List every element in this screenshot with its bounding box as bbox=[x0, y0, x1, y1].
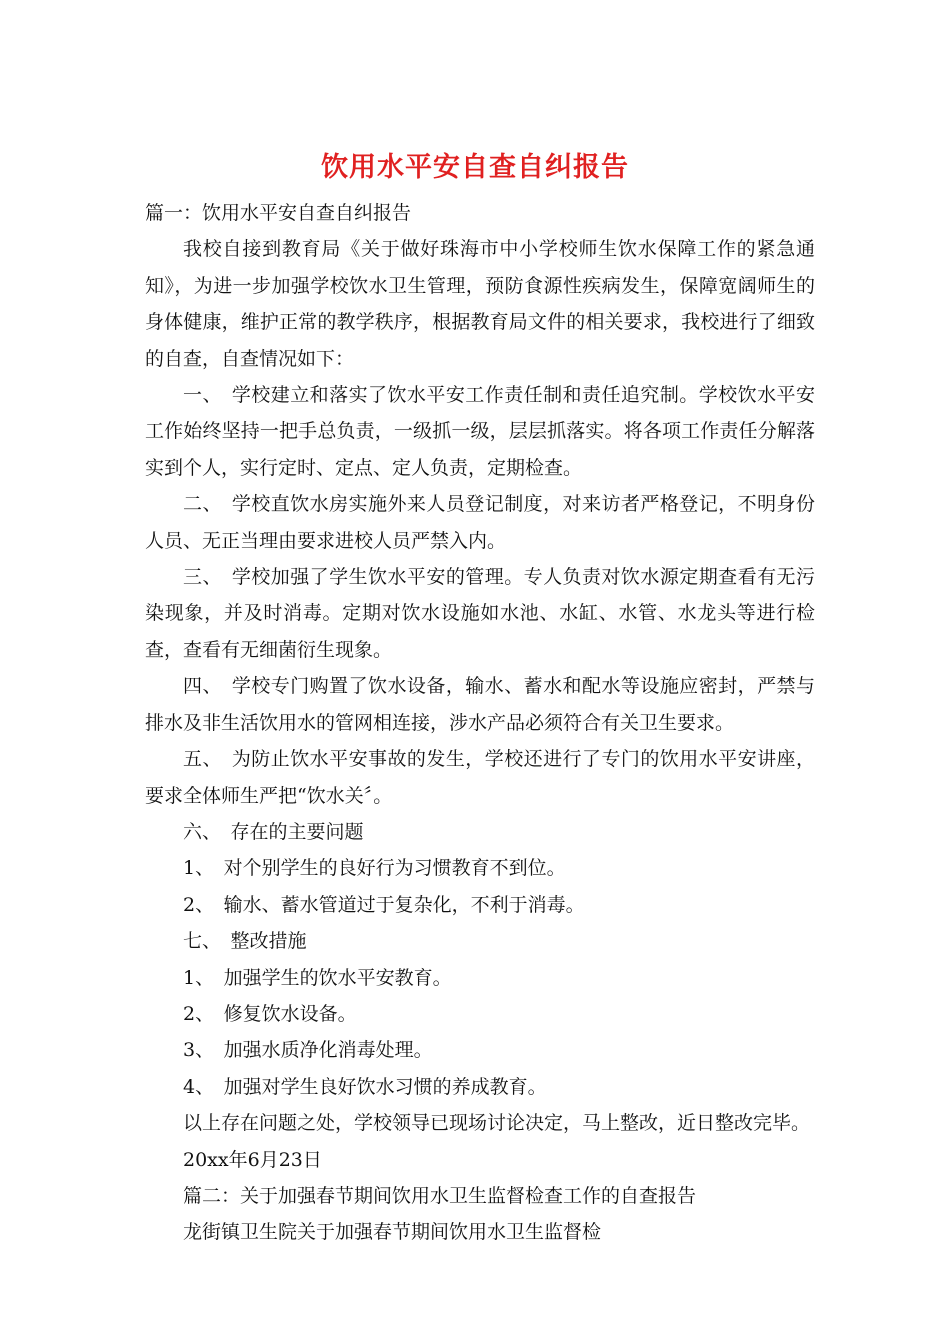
point-1-paragraph: 一、 学校建立和落实了饮水平安工作责任制和责任追究制。学校饮水平安工作始终坚持一把手总负责，一级抓一级，层层抓落实。将各项工作责任分解落实到个人，实行定时、定点、定人负责，定期检查。 bbox=[145, 384, 815, 479]
problems-heading: 六、 存在的主要问题 bbox=[183, 820, 364, 843]
point-5-paragraph: 五、 为防止饮水平安事故的发生，学校还进行了专门的饮用水平安讲座，要求全体师生严把“饮水关〞。 bbox=[145, 748, 815, 807]
point-4-paragraph: 四、 学校专门购置了饮水设备，输水、蓄水和配水等设施应密封，严禁与排水及非生活饮用水的管网相连接，涉水产品必须符合有关卫生要求。 bbox=[145, 675, 815, 734]
problem-item-2: 2、 输水、蓄水管道过于复杂化，不利于消毒。 bbox=[183, 893, 585, 916]
measure-item-1: 1、 加强学生的饮水平安教育。 bbox=[183, 966, 452, 989]
document-title: 饮用水平安自查自纠报告 bbox=[321, 152, 629, 183]
section-heading-1: 篇一：饮用水平安自查自纠报告 bbox=[145, 202, 412, 224]
measure-item-3: 3、 加强水质净化消毒处理。 bbox=[183, 1039, 433, 1062]
report-date: 20xx年6月23日 bbox=[183, 1148, 322, 1171]
section-2-first-line: 龙街镇卫生院关于加强春节期间饮用水卫生监督检 bbox=[183, 1221, 602, 1244]
measure-item-4: 4、 加强对学生良好饮水习惯的养成教育。 bbox=[183, 1075, 547, 1098]
problem-item-1: 1、 对个别学生的良好行为习惯教育不到位。 bbox=[183, 857, 566, 880]
document-body bbox=[145, 195, 815, 1251]
section-heading-2: 篇二：关于加强春节期间饮用水卫生监督检查工作的自查报告 bbox=[183, 1184, 697, 1207]
measure-item-2: 2、 修复饮水设备。 bbox=[183, 1002, 357, 1025]
conclusion-paragraph: 以上存在问题之处，学校领导已现场讨论决定，马上整改，近日整改完毕。 bbox=[183, 1112, 811, 1135]
intro-paragraph: 我校自接到教育局《关于做好珠海市中小学校师生饮水保障工作的紧急通知》，为进一步加强学校饮水卫生管理，预防食源性疾病发生，保障宽阔师生的身体健康，维护正常的教学秩序，根据教育局文件的相关要求，我校进行了细致的自查，自查情况如下： bbox=[145, 238, 815, 370]
point-3-paragraph: 三、 学校加强了学生饮水平安的管理。专人负责对饮水源定期查看有无污染现象，并及时消毒。定期对饮水设施如水池、水缸、水管、水龙头等进行检查，查看有无细菌衍生现象。 bbox=[145, 566, 815, 661]
point-2-paragraph: 二、 学校直饮水房实施外来人员登记制度，对来访者严格登记，不明身份人员、无正当理由要求进校人员严禁入内。 bbox=[145, 493, 815, 552]
measures-heading: 七、 整改措施 bbox=[183, 930, 307, 953]
